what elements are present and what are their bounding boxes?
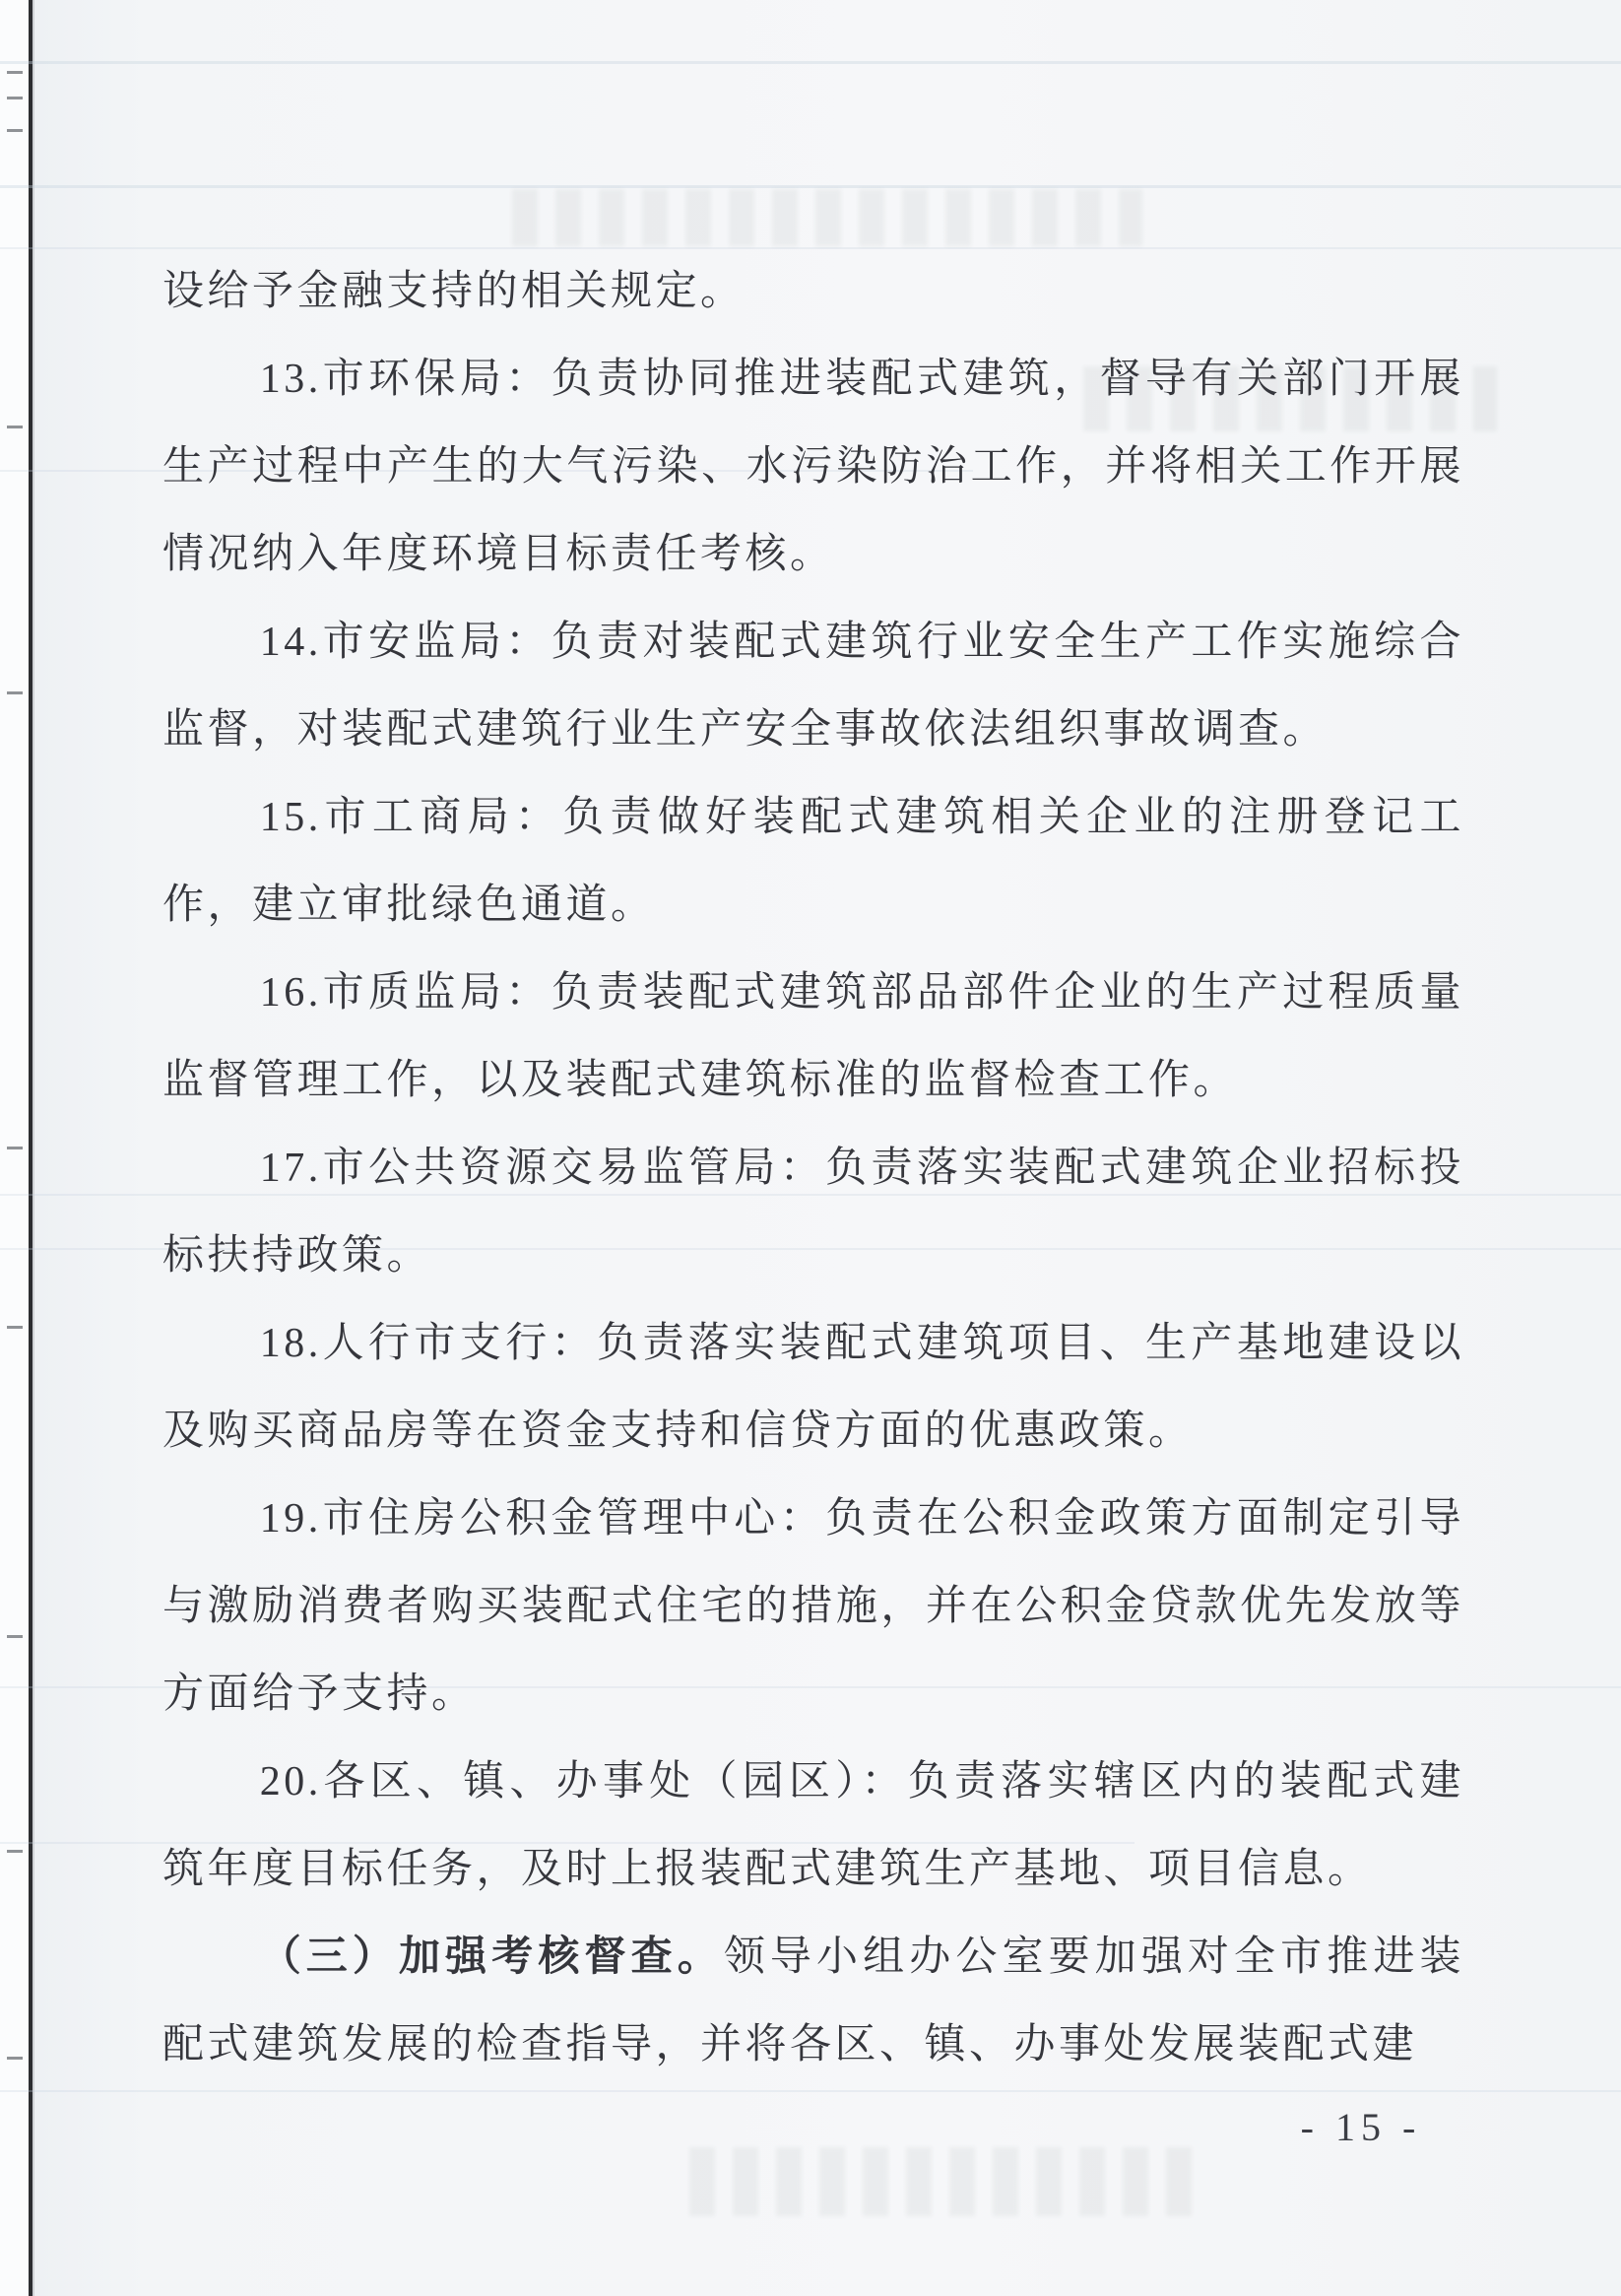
paragraph: 16.市质监局：负责装配式建筑部品部件企业的生产过程质量监督管理工作，以及装配式建筑标准的监督检查工作。: [162, 970, 1464, 1103]
scan-streak: [0, 61, 1621, 64]
edge-tick: [7, 1147, 23, 1149]
paragraph: 17.市公共资源交易监管局：负责落实装配式建筑企业招标投标扶持政策。: [162, 1146, 1464, 1279]
paragraph: 19.市住房公积金管理中心：负责在公积金政策方面制定引导与激励消费者购买装配式住宅的措施，并在公积金贷款优先发放等方面给予支持。: [162, 1496, 1464, 1717]
edge-tick: [7, 71, 23, 74]
edge-tick: [7, 426, 23, 428]
edge-tick: [7, 97, 23, 99]
edge-tick: [7, 1635, 23, 1638]
scan-streak: [0, 185, 1621, 188]
edge-tick: [7, 1850, 23, 1853]
paragraph: 设给予金融支持的相关规定。: [162, 269, 746, 314]
edge-tick: [7, 691, 23, 694]
paragraph: 14.市安监局：负责对装配式建筑行业安全生产工作实施综合监督，对装配式建筑行业生产安全事故依法组织事故调查。: [162, 620, 1464, 753]
paragraph-lead: （三）加强考核督查。: [259, 1935, 724, 1980]
edge-tick: [7, 1326, 23, 1329]
scan-streak: [0, 2090, 1621, 2092]
paragraph: 18.人行市支行：负责落实装配式建筑项目、生产基地建设以及购买商品房等在资金支持和信贷方面的优惠政策。: [162, 1321, 1464, 1454]
document-body: [162, 248, 1464, 2089]
scan-spine-line: [29, 0, 32, 2296]
paragraph: 15.市工商局：负责做好装配式建筑相关企业的注册登记工作，建立审批绿色通道。: [162, 795, 1464, 928]
page-number: - 15 -: [1300, 2105, 1422, 2149]
bleed-through-smudge: [689, 2147, 1201, 2216]
paragraph: 13.市环保局：负责协同推进装配式建筑，督导有关部门开展生产过程中产生的大气污染、水污染防治工作，并将相关工作开展情况纳入年度环境目标责任考核。: [162, 357, 1464, 577]
edge-tick: [7, 129, 23, 132]
edge-tick: [7, 2057, 23, 2060]
paragraph: （三）加强考核督查。领导小组办公室要加强对全市推进装配式建筑发展的检查指导，并将各区、镇、办事处发展装配式建: [162, 1935, 1464, 2067]
paragraph: 20.各区、镇、办事处（园区）：负责落实辖区内的装配式建筑年度目标任务，及时上报装配式建筑生产基地、项目信息。: [162, 1759, 1464, 1892]
bleed-through-smudge: [512, 189, 1142, 246]
